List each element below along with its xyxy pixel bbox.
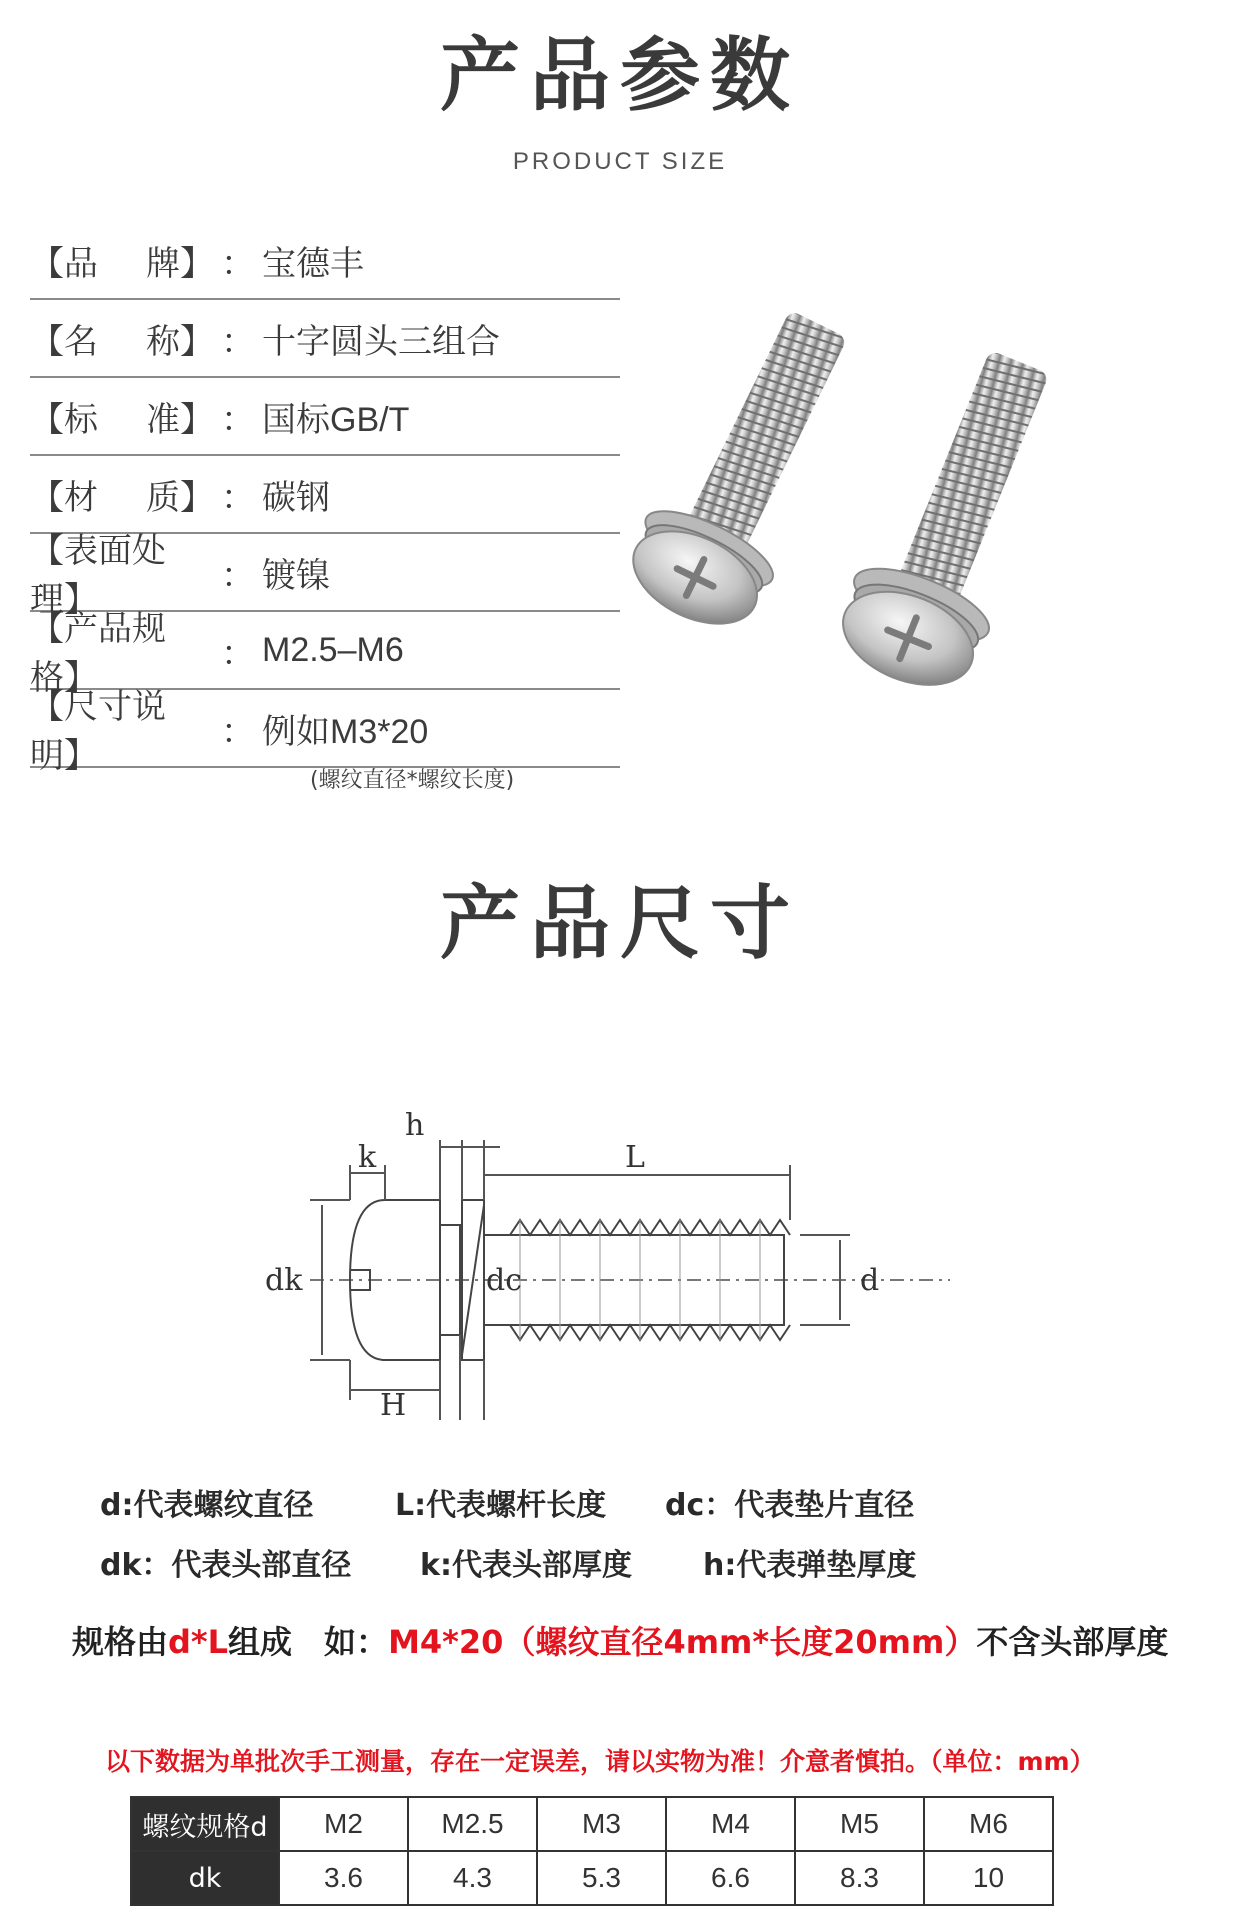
format-middle: 组成 如：	[228, 1623, 389, 1661]
spec-label-part: 【尺寸说明】	[30, 687, 166, 776]
spec-colon: ：	[221, 711, 255, 752]
spec-row	[30, 222, 620, 300]
spec-label	[30, 679, 220, 777]
screw-right	[826, 335, 1087, 704]
spec-label-part: 质】	[146, 477, 214, 518]
spec-format-line	[72, 1617, 1168, 1663]
size-table	[130, 1796, 1054, 1906]
diagram-label-d: d	[860, 1263, 880, 1298]
spec-label	[30, 392, 220, 441]
spec-label-part: 【产品规格】	[30, 609, 166, 698]
measurement-disclaimer: 以下数据为单批次手工测量，存在一定误差，请以实物为准！介意者慎拍。（单位：mm）	[105, 1747, 1095, 1776]
spec-value: 例如M3*20	[262, 712, 429, 751]
spec-label-part: 【标	[30, 399, 98, 440]
legend-item: h:代表弹垫厚度	[703, 1548, 917, 1583]
diagram-label-k: k	[358, 1140, 377, 1175]
table-header-cell: M2.5	[408, 1797, 537, 1851]
param-section-title: 产品参数	[440, 29, 800, 122]
table-cell: 4.3	[408, 1851, 537, 1905]
spec-label-part: 【表面处理】	[30, 531, 166, 620]
table-header-label: 螺纹规格d	[131, 1797, 279, 1851]
spec-label-part: 【品	[30, 243, 98, 284]
spec-label-part: 称】	[146, 321, 214, 362]
spec-row	[30, 300, 620, 378]
screw-dimension-diagram	[265, 1085, 950, 1425]
spec-label-part: 【名	[30, 321, 98, 362]
spec-value: 镀镍	[262, 556, 330, 595]
table-header-row	[131, 1797, 1053, 1851]
table-row	[131, 1851, 1053, 1905]
legend-item: k:代表头部厚度	[420, 1548, 632, 1583]
diagram-label-L: L	[625, 1140, 645, 1175]
table-cell: 10	[924, 1851, 1053, 1905]
spec-label	[30, 470, 220, 519]
spec-value: 国标GB/T	[262, 400, 410, 439]
table-header-cell: M4	[666, 1797, 795, 1851]
spec-colon: ：	[221, 477, 255, 518]
table-header-cell: M5	[795, 1797, 924, 1851]
table-cell: 5.3	[537, 1851, 666, 1905]
legend-item: L:代表螺杆长度	[395, 1488, 607, 1523]
spec-colon: ：	[221, 321, 255, 362]
spec-value: 十字圆头三组合	[262, 322, 500, 361]
legend-item: dc：代表垫片直径	[665, 1488, 915, 1523]
thread-teeth-top	[510, 1220, 790, 1235]
spec-colon: ：	[221, 555, 255, 596]
param-section-subtitle: PRODUCT SIZE	[512, 148, 728, 175]
diagram-label-h: h	[405, 1108, 425, 1143]
spec-value: 碳钢	[262, 478, 330, 517]
spec-colon: ：	[221, 633, 255, 674]
table-cell: 8.3	[795, 1851, 924, 1905]
screw-left	[615, 293, 882, 644]
spec-list	[30, 222, 620, 776]
spec-note: (螺纹直径*螺纹长度)	[310, 768, 515, 793]
table-header-cell: M3	[537, 1797, 666, 1851]
format-example: M4*20（螺纹直径4mm*长度20mm）	[388, 1623, 977, 1661]
size-section-header	[0, 876, 1240, 972]
format-prefix: 规格由	[72, 1623, 169, 1661]
legend-item: d:代表螺纹直径	[100, 1488, 314, 1523]
table-row-label: dk	[131, 1851, 279, 1905]
table-cell: 6.6	[666, 1851, 795, 1905]
spec-value: M2.5–M6	[262, 630, 404, 669]
spec-label	[30, 314, 220, 363]
format-dl: d*L	[168, 1623, 229, 1661]
spec-value: 宝德丰	[262, 244, 364, 283]
product-photo-screws	[660, 270, 1220, 750]
spec-row	[30, 687, 620, 776]
spec-row	[30, 378, 620, 456]
legend-item: dk：代表头部直径	[100, 1548, 352, 1583]
table-header-cell: M6	[924, 1797, 1053, 1851]
spec-label	[30, 236, 220, 285]
param-section-header	[0, 28, 1240, 176]
spec-label-part: 【材	[30, 477, 98, 518]
thread-teeth-bottom	[510, 1325, 790, 1340]
diagram-label-dk: dk	[265, 1263, 303, 1298]
table-cell: 3.6	[279, 1851, 408, 1905]
diagram-label-H: H	[380, 1388, 407, 1423]
format-suffix: 不含头部厚度	[976, 1623, 1169, 1661]
spec-colon: ：	[221, 243, 255, 284]
size-section-title: 产品尺寸	[440, 877, 800, 970]
table-header-cell: M2	[279, 1797, 408, 1851]
spec-label-part: 牌】	[146, 243, 214, 284]
spec-label-part: 准】	[146, 399, 214, 440]
diagram-label-dc: dc	[486, 1263, 523, 1298]
spec-colon: ：	[221, 399, 255, 440]
